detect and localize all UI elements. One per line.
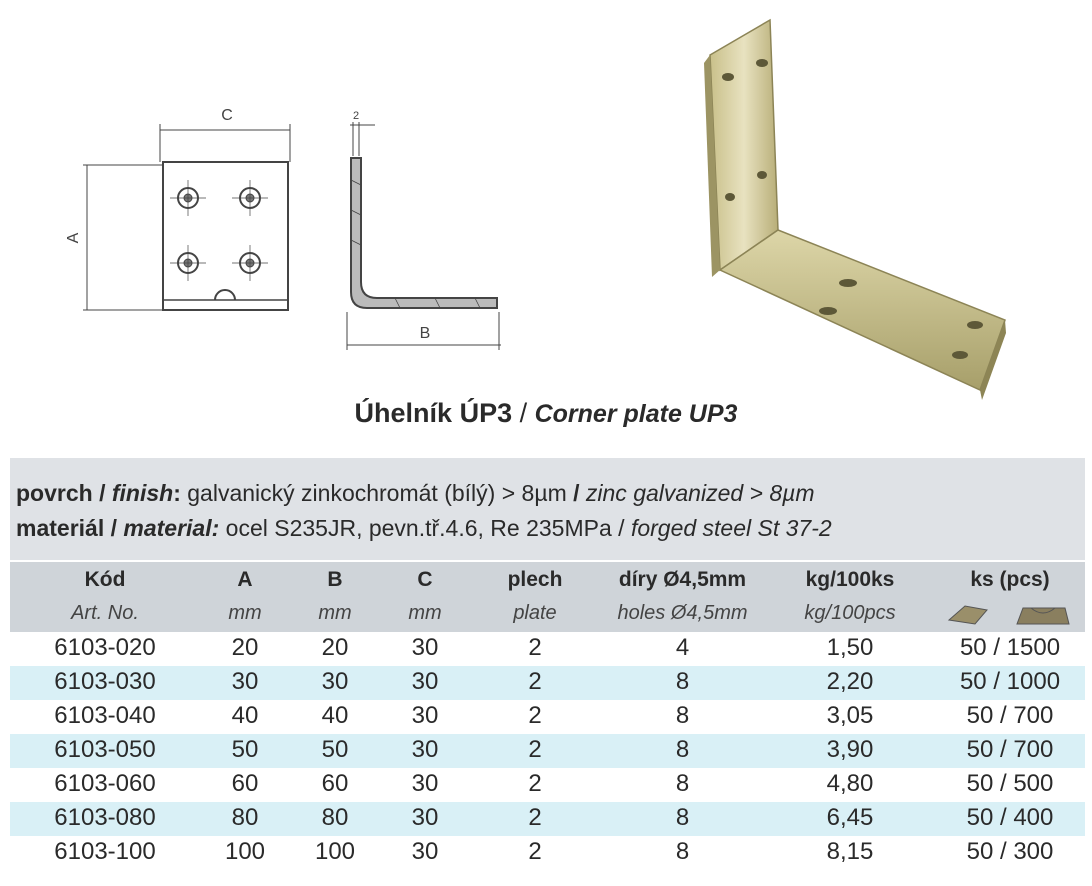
side-view	[347, 122, 501, 350]
header-6-sub: kg/100pcs	[804, 602, 896, 624]
table-cell: 2	[528, 702, 542, 729]
header-5-main: díry Ø4,5mm	[618, 568, 747, 591]
header-3-sub: mm	[408, 602, 442, 624]
title-en: Corner plate UP3	[534, 400, 738, 428]
header-1-main: A	[237, 568, 253, 591]
table-cell: 30	[321, 668, 349, 695]
material-value-cz: ocel S235JR, pevn.tř.4.6, Re 235MPa	[225, 515, 612, 541]
table-cell: 80	[321, 804, 349, 831]
table-cell: 60	[231, 770, 259, 797]
table-cell: 2	[528, 668, 542, 695]
table-cell: 20	[231, 634, 259, 661]
table-cell: 8	[675, 668, 690, 695]
page-title	[0, 398, 1092, 429]
material-value-en: forged steel St 37-2	[630, 515, 832, 541]
spec-info-box	[10, 458, 1085, 560]
table-cell: 80	[231, 804, 259, 831]
header-0-sub: Art. No.	[71, 602, 139, 624]
table-cell: 2	[528, 634, 542, 661]
table-row	[10, 666, 1085, 700]
table-cell: 1,50	[826, 634, 874, 661]
table-cell: 2	[528, 770, 542, 797]
finish-label-cz: povrch	[16, 480, 93, 506]
table-cell: 50 / 1500	[959, 634, 1061, 661]
table-cell: 8	[675, 702, 690, 729]
table-cell: 3,05	[826, 702, 874, 729]
material-label-cz: materiál	[16, 515, 105, 541]
header-2-sub: mm	[318, 602, 352, 624]
table-row	[10, 802, 1085, 836]
table-cell: 3,90	[826, 736, 874, 763]
table-cell: 50	[321, 736, 349, 763]
finish-line: povrch / finish: galvanický zinkochromát (bílý) > 8µm / zinc galvanized > 8µm	[16, 480, 815, 506]
table-cell: 100	[314, 838, 356, 865]
header-7-main: ks (pcs)	[970, 568, 1050, 591]
table-cell: 50 / 700	[966, 736, 1054, 763]
table-cell: 8	[675, 838, 690, 865]
header-5-sub: holes Ø4,5mm	[617, 602, 748, 624]
table-cell: 50 / 400	[966, 804, 1054, 831]
table-cell: 6103-050	[54, 736, 156, 763]
table-cell: 50 / 500	[966, 770, 1054, 797]
table-cell: 6103-030	[54, 668, 156, 695]
table-row	[10, 700, 1085, 734]
material-line: materiál / material: ocel S235JR, pevn.tř.4.6, Re 235MPa / forged steel St 37-2	[16, 515, 832, 541]
table-cell: 2,20	[826, 668, 874, 695]
table-cell: 30	[411, 736, 439, 763]
header-1-sub: mm	[228, 602, 262, 624]
header-3-main: C	[417, 568, 433, 591]
table-cell: 100	[224, 838, 266, 865]
table-cell: 6103-040	[54, 702, 156, 729]
table-cell: 4	[675, 634, 690, 661]
finish-value-cz: galvanický zinkochromát (bílý) > 8µm	[187, 480, 567, 506]
table-cell: 30	[411, 702, 439, 729]
table-cell: 50 / 300	[966, 838, 1054, 865]
dim-c-label: C	[221, 107, 233, 124]
table-cell: 2	[528, 838, 542, 865]
package-box-icon	[945, 600, 1075, 626]
table-cell: 30	[231, 668, 259, 695]
technical-drawing	[55, 100, 525, 360]
table-cell: 8,15	[826, 838, 874, 865]
material-label-en: material:	[123, 515, 220, 541]
table-cell: 40	[321, 702, 349, 729]
finish-value-en: zinc galvanized > 8µm	[585, 480, 815, 506]
header-2-main: B	[327, 568, 343, 591]
table-cell: 30	[411, 804, 439, 831]
table-cell: 6103-080	[54, 804, 156, 831]
dim-b-label: B	[419, 325, 431, 342]
table-cell: 6,45	[826, 804, 874, 831]
table-row	[10, 836, 1085, 870]
table-row	[10, 632, 1085, 666]
table-cell: 60	[321, 770, 349, 797]
table-cell: 6103-060	[54, 770, 156, 797]
table-cell: 2	[528, 736, 542, 763]
table-row	[10, 768, 1085, 802]
title-cz: Úhelník ÚP3	[354, 398, 513, 428]
table-cell: 30	[411, 668, 439, 695]
table-cell: 6103-100	[54, 838, 156, 865]
product-photo	[690, 15, 1020, 400]
table-cell: 30	[411, 770, 439, 797]
table-row	[10, 734, 1085, 768]
table-cell: 40	[231, 702, 259, 729]
finish-label-en: finish	[111, 480, 174, 506]
table-cell: 8	[675, 804, 690, 831]
front-view	[83, 124, 290, 310]
title-separator: /	[512, 398, 535, 428]
table-cell: 8	[675, 770, 690, 797]
table-cell: 20	[321, 634, 349, 661]
table-cell: 50	[231, 736, 259, 763]
table-cell: 50 / 1000	[959, 668, 1061, 695]
header-4-sub: plate	[513, 602, 557, 624]
table-cell: 30	[411, 634, 439, 661]
table-cell: 4,80	[826, 770, 874, 797]
header-0-main: Kód	[84, 568, 126, 591]
header-6-main: kg/100ks	[805, 568, 895, 591]
table-cell: 2	[528, 804, 542, 831]
table-cell: 30	[411, 838, 439, 865]
table-cell: 8	[675, 736, 690, 763]
dim-thickness-label: 2	[352, 110, 360, 122]
header-4-main: plech	[507, 568, 563, 591]
dim-a-label: A	[65, 232, 82, 244]
table-cell: 50 / 700	[966, 702, 1054, 729]
table-cell: 6103-020	[54, 634, 156, 661]
table-header	[10, 562, 1085, 632]
